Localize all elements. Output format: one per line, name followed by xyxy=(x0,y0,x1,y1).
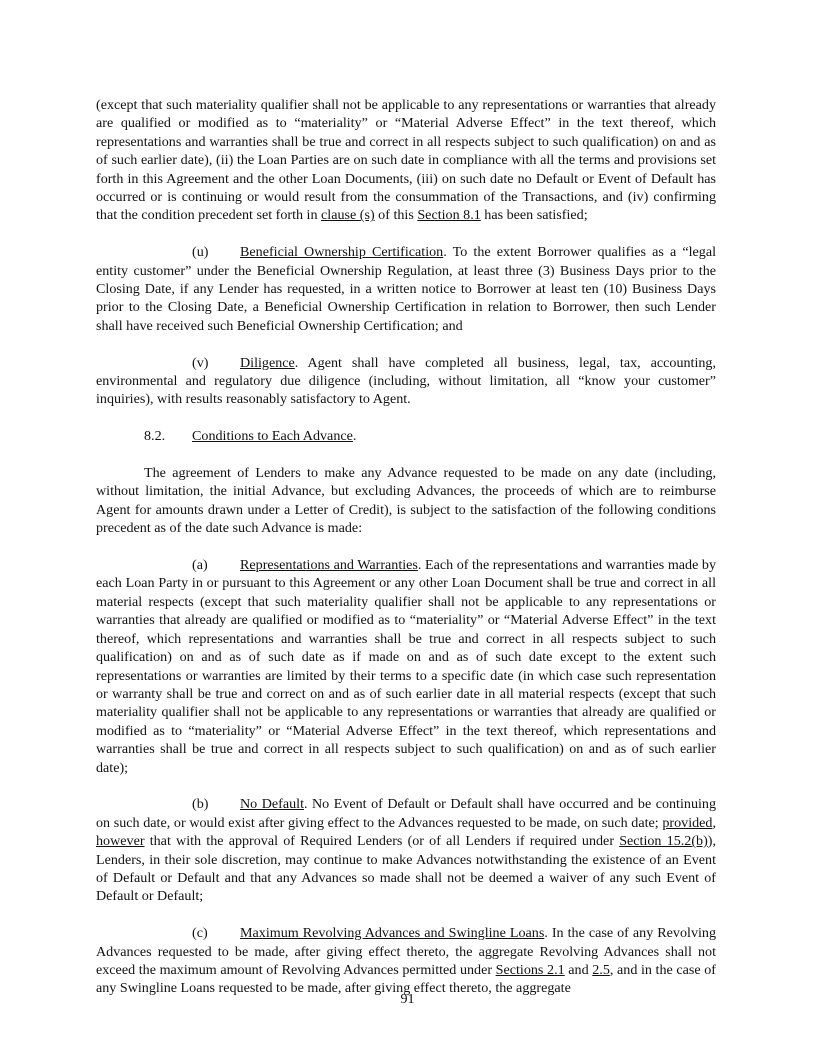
section-number: 8.2. xyxy=(144,428,166,445)
paragraph-text: , xyxy=(712,814,716,831)
provided-term: provided xyxy=(662,814,713,831)
item-heading: Diligence xyxy=(240,354,295,371)
paragraph-text: that with the approval of Required Lenders (or of all Lenders if required under xyxy=(144,833,620,850)
clause-s-reference: clause (s) xyxy=(321,207,375,224)
page-number: 91 xyxy=(400,992,415,1007)
paragraph-t-continuation xyxy=(96,96,716,225)
item-number: (v) xyxy=(192,354,209,371)
paragraph-intro xyxy=(96,464,716,538)
section-2-1-reference: Sections 2.1 xyxy=(495,961,565,978)
section-8-1-reference: Section 8.1 xyxy=(417,207,481,224)
paragraph-text: , and in the case of any Swingline Loans requested to be made, after giving effect thereto, the aggregate xyxy=(96,961,716,997)
item-number: (b) xyxy=(192,796,209,813)
paragraph-text: and xyxy=(564,961,593,978)
section-title: Conditions to Each Advance xyxy=(192,428,353,445)
paragraph-v xyxy=(96,354,716,409)
section-title-period: . xyxy=(352,428,357,445)
paragraph-u xyxy=(96,243,716,335)
paragraph-text: . Agent shall have completed all business, legal, tax, accounting, environmental and regulatory due diligence (including, without limitation, all “know your customer” inquiries), with results reasonably satisfactory to Agent. xyxy=(96,354,716,408)
paragraph-text: . To the extent Borrower qualifies as a “legal entity customer” under the Beneficial Ownership Regulation, at least three (3) Business Days prior to the Closing Date, if any Lender has requested, in a written notice to Borrower at least ten (10) Business Days prior to the Closing Date, a Beneficial Ownership Certification in relation to Borrower, then such Lender shall have received such Beneficial Ownership Certification; and xyxy=(96,244,716,334)
paragraph-c xyxy=(96,924,716,998)
paragraph-text: ), Lenders, in their sole discretion, may continue to make Advances notwithstanding the existence of an Event of Default or Default and that any Advances so made shall not be deemed a waiver of any such Event of Default or Default; xyxy=(96,833,716,905)
item-heading: Beneficial Ownership Certification xyxy=(240,244,444,261)
paragraph-text: . No Event of Default or Default shall have occurred and be continuing on such date, or would exist after giving effect to the Advances requested to be made, on such date; xyxy=(96,796,716,831)
item-heading: No Default xyxy=(240,796,304,813)
item-number: (u) xyxy=(192,244,209,261)
document-page xyxy=(96,96,716,1016)
item-heading: Maximum Revolving Advances and Swingline Loans xyxy=(240,925,545,942)
however-term: however xyxy=(96,833,145,850)
paragraph-b xyxy=(96,795,716,905)
section-2-5-reference: 2.5 xyxy=(592,961,610,978)
item-heading: Representations and Warranties xyxy=(240,557,418,574)
paragraph-a xyxy=(96,556,716,777)
paragraph-text: has been satisfied; xyxy=(480,207,588,224)
section-15-2-b-reference: Section 15.2(b) xyxy=(619,833,708,850)
section-heading-8-2 xyxy=(96,427,716,445)
item-number: (c) xyxy=(192,925,208,942)
item-number: (a) xyxy=(192,557,208,574)
paragraph-text: . In the case of any Revolving Advances requested to be made, after giving effect thereto, the aggregate Revolving Advances shall not exceed the maximum amount of Revolving Advances permitted under xyxy=(96,925,716,978)
paragraph-text: of this xyxy=(374,207,418,224)
paragraph-text: . Each of the representations and warranties made by each Loan Party in or pursuant to this Agreement or any other Loan Document shall be true and correct in all material respects (except that such materiality qualifier shall not be applicable to any representations or warranties that already are qualified or modified as to “materiality” or “Material Adverse Effect” in the text thereof, which representations and warranties shall be true and correct in all respects subject to such qualification) on and as of such date as if made on and as of such date except to the extent such representations or warranties are limited by their terms to a specific date (in which case such representation or warranty shall be true and correct on and as of such earlier date in all material respects (except that such materiality qualifier shall not be applicable to any representations or warranties that already are qualified or modified as to “materiality” or “Material Adverse Effect” in the text thereof, which representations and warranties shall be true and correct in all respects subject to such qualification) on and as of such earlier date); xyxy=(96,557,716,776)
paragraph-text: (except that such materiality qualifier shall not be applicable to any representations or warranties that already are qualified or modified as to “materiality” or “Material Adverse Effect” in the text thereof, which representations and warranties shall be true and correct in all respects subject to such qualification) on and as of such earlier date), (ii) the Loan Parties are on such date in compliance with all the terms and provisions set forth in this Agreement and the other Loan Documents, (iii) on such date no Default or Event of Default has occurred or is continuing or would result from the consummation of the Transactions, and (iv) confirming that the condition precedent set forth in xyxy=(96,97,716,224)
paragraph-text: The agreement of Lenders to make any Advance requested to be made on any date (including, without limitation, the initial Advance, but excluding Advances, the proceeds of which are to reimburse Agent for amounts drawn under a Letter of Credit), is subject to the satisfaction of the following conditions precedent as of the date such Advance is made: xyxy=(96,465,716,537)
